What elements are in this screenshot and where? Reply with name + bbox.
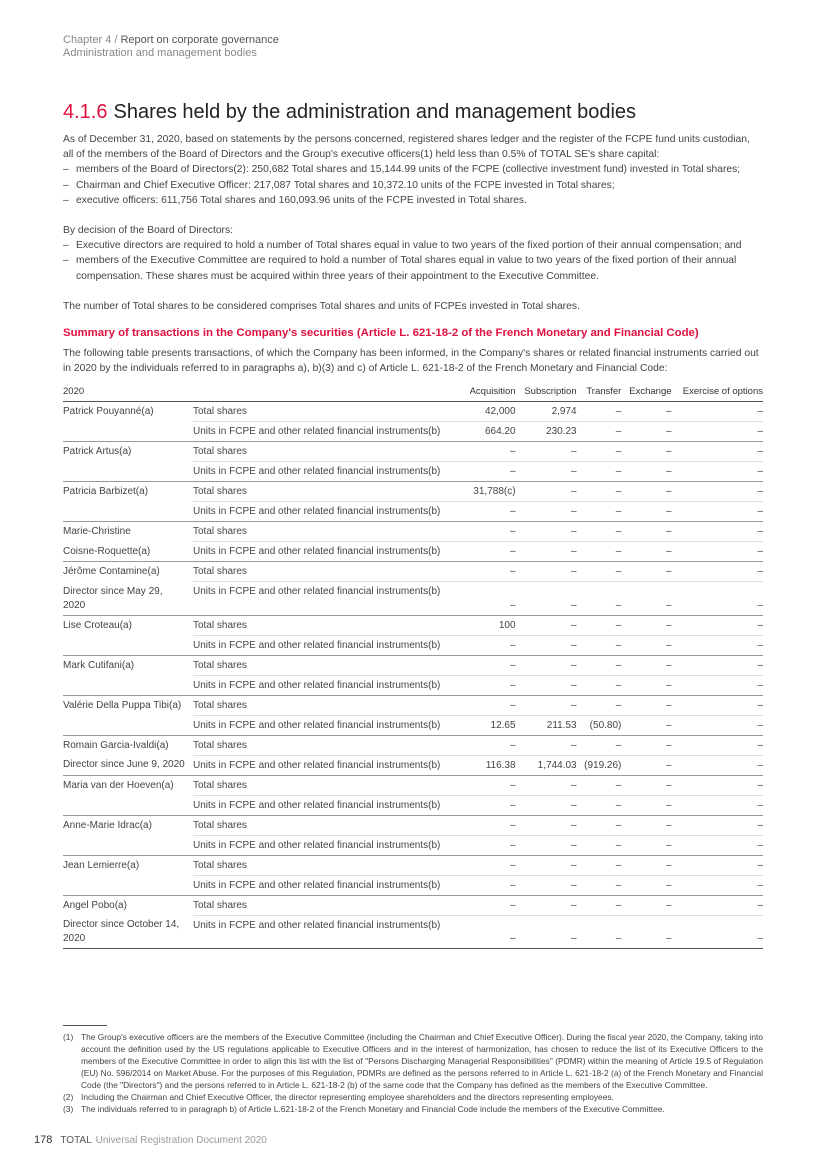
- table-cell-value: –: [461, 875, 515, 895]
- table-cell-value: –: [672, 915, 763, 949]
- table-cell-value: –: [577, 675, 622, 695]
- table-row: [63, 675, 763, 695]
- footnote: [63, 1091, 763, 1103]
- holdings-list: – members of the Board of Directors(2): 250,682 Total shares and 15,144.99 units of the FCPE (collective investment fund) invested in Total shares; – Chairman and Chief Executive Officer: 217,087 Total shares and 10,372.10 units of the FCPE invested in Total shares; – executive officers: 611,756 Total shares and 160,093.96 units of the FCPE invested in Total shares.: [63, 162, 763, 208]
- table-cell-value: –: [577, 522, 622, 542]
- table-cell-value: –: [621, 795, 671, 815]
- table-cell-value: –: [577, 775, 622, 795]
- table-row: [63, 735, 763, 755]
- table-cell-value: 100: [461, 615, 515, 635]
- summary-heading: Summary of transactions in the Company's securities (Article L. 621-18-2 of the French Monetary and Financial Code): [63, 327, 699, 340]
- table-cell-value: –: [621, 855, 671, 875]
- table-row: [63, 582, 763, 616]
- instrument-label: Total shares: [193, 442, 461, 462]
- person-name: [63, 875, 193, 895]
- table-row: [63, 635, 763, 655]
- person-name: [63, 502, 193, 522]
- table-cell-value: –: [672, 755, 763, 775]
- page-footer: 178 TOTAL Universal Registration Document 2020: [34, 1134, 267, 1146]
- table-row: [63, 615, 763, 635]
- table-cell-value: –: [516, 815, 577, 835]
- table-row: [63, 715, 763, 735]
- table-cell-value: –: [577, 875, 622, 895]
- table-row: [63, 522, 763, 542]
- person-name: Patrick Pouyanné(a): [63, 402, 193, 422]
- instrument-label: Units in FCPE and other related financial instruments(b): [193, 542, 461, 562]
- footnotes: [63, 1005, 763, 1115]
- table-cell-value: –: [516, 462, 577, 482]
- table-cell-value: –: [577, 735, 622, 755]
- table-cell-value: –: [461, 635, 515, 655]
- table-cell-value: –: [621, 835, 671, 855]
- footnote: [63, 1103, 763, 1115]
- table-cell-value: –: [621, 815, 671, 835]
- table-cell-value: –: [672, 875, 763, 895]
- table-cell-value: –: [461, 675, 515, 695]
- table-cell-value: –: [516, 875, 577, 895]
- table-cell-value: (919.26): [577, 755, 622, 775]
- transactions-table: [63, 386, 763, 949]
- table-cell-value: –: [621, 755, 671, 775]
- table-cell-value: –: [621, 775, 671, 795]
- table-cell-value: –: [621, 482, 671, 502]
- table-cell-value: 211.53: [516, 715, 577, 735]
- table-cell-value: –: [516, 522, 577, 542]
- table-cell-value: –: [516, 635, 577, 655]
- table-row: [63, 502, 763, 522]
- instrument-label: Units in FCPE and other related financial instruments(b): [193, 875, 461, 895]
- person-name: [63, 635, 193, 655]
- table-row: [63, 775, 763, 795]
- table-cell-value: –: [516, 542, 577, 562]
- table-cell-value: –: [672, 462, 763, 482]
- table-cell-value: –: [461, 775, 515, 795]
- table-cell-value: –: [461, 522, 515, 542]
- table-cell-value: 31,788(c): [461, 482, 515, 502]
- instrument-label: Total shares: [193, 402, 461, 422]
- table-row: [63, 655, 763, 675]
- table-row: [63, 422, 763, 442]
- table-cell-value: –: [672, 715, 763, 735]
- section-title: 4.1.6 Shares held by the administration and management bodies: [63, 101, 637, 123]
- table-cell-value: –: [621, 615, 671, 635]
- instrument-label: Total shares: [193, 895, 461, 915]
- table-cell-value: –: [516, 895, 577, 915]
- table-cell-value: –: [461, 795, 515, 815]
- instrument-label: Total shares: [193, 815, 461, 835]
- table-cell-value: –: [516, 482, 577, 502]
- instrument-label: Total shares: [193, 482, 461, 502]
- instrument-label: Total shares: [193, 735, 461, 755]
- person-name: Patrick Artus(a): [63, 442, 193, 462]
- instrument-label: Units in FCPE and other related financial instruments(b): [193, 635, 461, 655]
- table-cell-value: –: [672, 855, 763, 875]
- person-name: Jérôme Contamine(a): [63, 562, 193, 582]
- column-header: [193, 386, 461, 402]
- table-cell-value: –: [577, 915, 622, 949]
- table-cell-value: –: [672, 582, 763, 616]
- table-cell-value: –: [461, 815, 515, 835]
- table-cell-value: –: [621, 562, 671, 582]
- table-cell-value: –: [461, 582, 515, 616]
- table-cell-value: –: [461, 735, 515, 755]
- table-cell-value: –: [577, 542, 622, 562]
- table-cell-value: –: [672, 675, 763, 695]
- person-name: [63, 422, 193, 442]
- instrument-label: Units in FCPE and other related financial instruments(b): [193, 795, 461, 815]
- person-name: [63, 715, 193, 735]
- instrument-label: Units in FCPE and other related financial instruments(b): [193, 715, 461, 735]
- person-name: [63, 675, 193, 695]
- person-name: [63, 462, 193, 482]
- instrument-label: Total shares: [193, 855, 461, 875]
- column-header: Subscription: [516, 386, 577, 402]
- person-name: Marie-Christine: [63, 522, 193, 542]
- table-cell-value: –: [461, 562, 515, 582]
- table-cell-value: –: [672, 442, 763, 462]
- instrument-label: Total shares: [193, 695, 461, 715]
- table-row: [63, 542, 763, 562]
- person-name: Patricia Barbizet(a): [63, 482, 193, 502]
- table-cell-value: –: [621, 402, 671, 422]
- table-cell-value: –: [621, 442, 671, 462]
- table-cell-value: –: [516, 835, 577, 855]
- table-cell-value: –: [672, 635, 763, 655]
- table-cell-value: –: [672, 835, 763, 855]
- table-cell-value: –: [516, 442, 577, 462]
- instrument-label: Units in FCPE and other related financial instruments(b): [193, 502, 461, 522]
- table-cell-value: –: [516, 795, 577, 815]
- table-cell-value: –: [672, 562, 763, 582]
- instrument-label: Units in FCPE and other related financial instruments(b): [193, 675, 461, 695]
- person-name: Jean Lemierre(a): [63, 855, 193, 875]
- footnote: [63, 1031, 763, 1091]
- table-cell-value: –: [461, 542, 515, 562]
- instrument-label: Total shares: [193, 562, 461, 582]
- table-cell-value: –: [577, 482, 622, 502]
- table-cell-value: –: [672, 542, 763, 562]
- table-cell-value: –: [621, 582, 671, 616]
- table-cell-value: –: [621, 462, 671, 482]
- table-cell-value: –: [461, 442, 515, 462]
- table-row: [63, 695, 763, 715]
- table-cell-value: –: [672, 795, 763, 815]
- table-cell-value: –: [577, 422, 622, 442]
- table-cell-value: –: [577, 635, 622, 655]
- table-cell-value: –: [516, 775, 577, 795]
- instrument-label: Units in FCPE and other related financial instruments(b): [193, 915, 461, 949]
- table-cell-value: –: [461, 855, 515, 875]
- person-name: Mark Cutifani(a): [63, 655, 193, 675]
- table-cell-value: –: [672, 815, 763, 835]
- table-cell-value: 2,974: [516, 402, 577, 422]
- table-cell-value: (50.80): [577, 715, 622, 735]
- column-header: Acquisition: [461, 386, 515, 402]
- person-name: Valérie Della Puppa Tibi(a): [63, 695, 193, 715]
- column-header: 2020: [63, 386, 193, 402]
- column-header: Exchange: [621, 386, 671, 402]
- table-row: [63, 875, 763, 895]
- running-header: Chapter 4 / Report on corporate governance Administration and management bodies: [63, 34, 279, 59]
- table-cell-value: –: [461, 502, 515, 522]
- table-row: [63, 915, 763, 949]
- table-cell-value: –: [577, 815, 622, 835]
- instrument-label: Units in FCPE and other related financial instruments(b): [193, 462, 461, 482]
- table-cell-value: –: [672, 695, 763, 715]
- table-cell-value: –: [672, 422, 763, 442]
- person-name: Lise Croteau(a): [63, 615, 193, 635]
- table-cell-value: –: [621, 715, 671, 735]
- table-cell-value: –: [621, 635, 671, 655]
- table-cell-value: –: [621, 542, 671, 562]
- table-cell-value: –: [516, 655, 577, 675]
- table-row: [63, 755, 763, 775]
- table-cell-value: –: [577, 615, 622, 635]
- table-cell-value: –: [577, 402, 622, 422]
- instrument-label: Units in FCPE and other related financial instruments(b): [193, 755, 461, 775]
- footnote-number: (1): [63, 1032, 74, 1042]
- table-cell-value: 42,000: [461, 402, 515, 422]
- table-cell-value: –: [621, 735, 671, 755]
- table-row: [63, 835, 763, 855]
- table-cell-value: –: [516, 855, 577, 875]
- table-cell-value: –: [621, 675, 671, 695]
- table-cell-value: 12.65: [461, 715, 515, 735]
- table-header-row: [63, 386, 763, 402]
- person-name: Director since June 9, 2020: [63, 759, 185, 771]
- table-cell-value: –: [577, 795, 622, 815]
- table-cell-value: –: [577, 835, 622, 855]
- table-cell-value: –: [516, 915, 577, 949]
- table-cell-value: –: [516, 695, 577, 715]
- person-name: Romain Garcia-Ivaldi(a): [63, 735, 193, 755]
- table-cell-value: –: [577, 582, 622, 616]
- table-cell-value: –: [672, 502, 763, 522]
- table-cell-value: –: [672, 522, 763, 542]
- table-cell-value: –: [577, 462, 622, 482]
- table-cell-value: –: [577, 655, 622, 675]
- table-row: [63, 482, 763, 502]
- table-cell-value: 230.23: [516, 422, 577, 442]
- table-cell-value: –: [577, 895, 622, 915]
- table-cell-value: 664.20: [461, 422, 515, 442]
- table-row: [63, 562, 763, 582]
- table-cell-value: –: [577, 855, 622, 875]
- table-cell-value: –: [621, 875, 671, 895]
- table-cell-value: –: [516, 502, 577, 522]
- table-cell-value: –: [672, 482, 763, 502]
- table-cell-value: –: [621, 522, 671, 542]
- person-name: Maria van der Hoeven(a): [63, 775, 193, 795]
- instrument-label: Total shares: [193, 655, 461, 675]
- table-cell-value: –: [672, 775, 763, 795]
- table-cell-value: –: [461, 915, 515, 949]
- person-name: [63, 835, 193, 855]
- table-cell-value: –: [461, 655, 515, 675]
- table-row: [63, 462, 763, 482]
- person-name: Director since October 14, 2020: [63, 915, 193, 949]
- footnote-text: Including the Chairman and Chief Executive Officer, the director representing employee shareholders and the directors representing employees.: [81, 1092, 614, 1102]
- instrument-label: Total shares: [193, 775, 461, 795]
- table-cell-value: –: [461, 835, 515, 855]
- table-row: [63, 442, 763, 462]
- table-cell-value: –: [461, 462, 515, 482]
- table-cell-value: –: [516, 615, 577, 635]
- instrument-label: Units in FCPE and other related financial instruments(b): [193, 422, 461, 442]
- table-cell-value: –: [621, 502, 671, 522]
- person-name: [63, 795, 193, 815]
- table-cell-value: –: [621, 655, 671, 675]
- footnote-number: (3): [63, 1104, 74, 1114]
- table-cell-value: 1,744.03: [516, 755, 577, 775]
- table-cell-value: –: [516, 675, 577, 695]
- table-cell-value: –: [577, 502, 622, 522]
- person-name: Director since May 29, 2020: [63, 585, 163, 611]
- intro-text: As of December 31, 2020, based on statements by the persons concerned, registered shares ledger and the register of the FCPE fund units custodian, all of the members of the Board of Directors and the Group's executive officers(1) held less than 0.5% of TOTAL SE's share capital: – members of the Board of Directors(2): 250,682 Total shares and 15,144.99 units of the FCPE (collective investment fund) invested in Total shares; – Chairman and Chief Executive Officer: 217,087 Total shares and 10,372.10 units of the FCPE invested in Total shares; – executive officers: 611,756 Total shares and 160,093.96 units of the FCPE invested in Total shares. By decision of the Board of Directors: – Executive directors are required to hold a number of Total shares equal in value to two years of the fixed portion of their annual compensation; and – members of the Executive Committee are required to hold a number of Total shares equal in value to two years of the fixed portion of their annual compensation. These shares must be acquired within three years of their appointment to the Executive Committee. The number of Total shares to be considered comprises Total shares and units of FCPEs invested in Total shares. Summary of transactions in the Company's securities (Article L. 621-18-2 of the French Monetary and Financial Code) The following table presents transactions, of which the Company has been informed, in the Company's shares or related financial instruments carried out in 2020 by the individuals referred to in paragraphs a), b)(3) and c) of Article L. 621-18-2 of the French Monetary and Financial Code:: [63, 132, 763, 376]
- table-cell-value: –: [461, 895, 515, 915]
- table-cell-value: –: [672, 735, 763, 755]
- table-cell-value: –: [577, 442, 622, 462]
- table-row: [63, 815, 763, 835]
- table-cell-value: –: [621, 915, 671, 949]
- table-row: [63, 895, 763, 915]
- requirements-list: – Executive directors are required to hold a number of Total shares equal in value to two years of the fixed portion of their annual compensation; and – members of the Executive Committee are required to hold a number of Total shares equal in value to two years of the fixed portion of their annual compensation. These shares must be acquired within three years of their appointment to the Executive Committee.: [63, 238, 763, 284]
- instrument-label: Total shares: [193, 522, 461, 542]
- table-cell-value: –: [516, 582, 577, 616]
- table-row: [63, 402, 763, 422]
- table-cell-value: –: [461, 695, 515, 715]
- person-name: Coisne-Roquette(a): [63, 545, 151, 557]
- table-cell-value: –: [621, 895, 671, 915]
- table-cell-value: –: [621, 422, 671, 442]
- table-row: [63, 795, 763, 815]
- table-cell-value: –: [621, 695, 671, 715]
- table-row: [63, 855, 763, 875]
- table-cell-value: –: [672, 402, 763, 422]
- table-cell-value: 116.38: [461, 755, 515, 775]
- footnote-number: (2): [63, 1092, 74, 1102]
- table-cell-value: –: [672, 655, 763, 675]
- table-cell-value: –: [577, 562, 622, 582]
- table-cell-value: –: [516, 735, 577, 755]
- instrument-label: Total shares: [193, 615, 461, 635]
- footnote-text: The individuals referred to in paragraph b) of Article L.621-18-2 of the French Monetary and Financial Code include the members of the Executive Committee.: [81, 1104, 665, 1114]
- column-header: Transfer: [577, 386, 622, 402]
- footnote-text: The Group's executive officers are the members of the Executive Committee (including the Chairman and Chief Executive Officer). During the fiscal year 2020, the Company, taking into account the definition used by the US regulations applicable to Executive Officers and in the interest of harmonization, has chosen to reduce the list of its Executive Officers to the members of the Executive Committee in order to align this list with the list of "Persons Discharging Managerial Responsibilities" (PDMR) within the meaning of Article 19.5 of Regulation (EU) No. 596/2014 on Market Abuse. For the purposes of this Regulation, PDMRs are defined as the persons referred to in Article L. 621-18-2 (a) of the French Monetary and Financial Code (the "Directors") and the persons referred to in Article L. 621-18-2 (b) of the same code that the Company has defined as the members of the Executive Committee.: [81, 1032, 763, 1090]
- table-cell-value: –: [577, 695, 622, 715]
- person-name: Anne-Marie Idrac(a): [63, 815, 193, 835]
- table-cell-value: –: [672, 895, 763, 915]
- instrument-label: Units in FCPE and other related financial instruments(b): [193, 835, 461, 855]
- table-cell-value: –: [672, 615, 763, 635]
- person-name: Angel Pobo(a): [63, 895, 193, 915]
- instrument-label: Units in FCPE and other related financial instruments(b): [193, 582, 461, 616]
- table-cell-value: –: [516, 562, 577, 582]
- column-header: Exercise of options: [672, 386, 763, 402]
